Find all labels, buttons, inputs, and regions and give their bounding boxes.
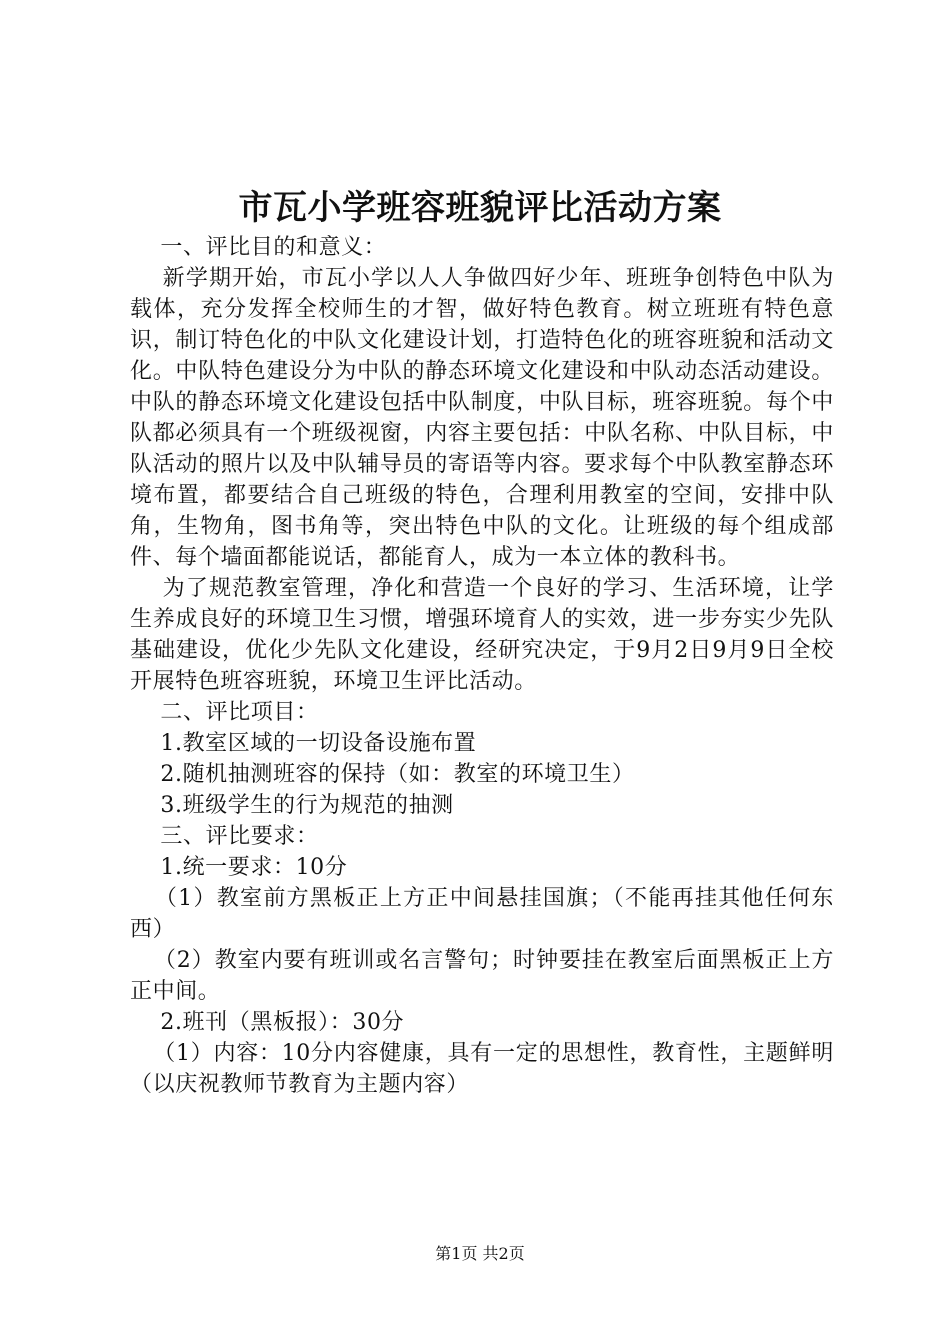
section-heading-requirements: 三、评比要求： [130,824,319,849]
list-item: 2.随机抽测班容的保持（如：教室的环境卫生） [130,762,635,787]
section-heading-purpose: 一、评比目的和意义： [130,235,387,260]
section-heading-items: 二、评比项目： [130,700,319,725]
sub-list-item: （1）内容：10分内容健康，具有一定的思想性，教育性，主题鲜明（以庆祝教师节教育为主题内容） [130,1041,835,1097]
list-item: 1.统一要求：10分 [130,855,348,880]
document-body [130,232,834,1100]
page-footer: 第1页 共2页 [435,1244,525,1263]
document-title: 市瓦小学班容班貌评比活动方案 [238,188,722,228]
paragraph-intro: 新学期开始，市瓦小学以人人争做四好少年、班班争创特色中队为载体，充分发挥全校师生的才智，做好特色教育。树立班班有特色意识，制订特色化的中队文化建设计划，打造特色化的班容班貌和活动文化。中队特色建设分为中队的静态环境文化建设和中队动态活动建设。中队的静态环境文化建设包括中队制度，中队目标，班容班貌。每个中队都必须具有一个班级视窗，内容主要包括：中队名称、中队目标，中队活动的照片以及中队辅导员的寄语等内容。要求每个中队教室静态环境布置，都要结合自己班级的特色，合理利用教室的空间，安排中队角，生物角，图书角等，突出特色中队的文化。让班级的每个组成部件、每个墙面都能说话，都能育人，成为一本立体的教科书。 [130,266,834,570]
list-item: 3.班级学生的行为规范的抽测 [130,793,454,818]
sub-list-item: （1）教室前方黑板正上方正中间悬挂国旗；（不能再挂其他任何东西） [130,886,835,942]
list-item: 1.教室区域的一切设备设施布置 [130,731,477,756]
paragraph-decision: 为了规范教室管理，净化和营造一个良好的学习、生活环境，让学生养成良好的环境卫生习惯，增强环境育人的实效，进一步夯实少先队基础建设，优化少先队文化建设，经研究决定，于9月2日9月9日全校开展特色班容班貌，环境卫生评比活动。 [130,576,834,694]
list-item: 2.班刊（黑板报）：30分 [130,1010,405,1035]
sub-list-item: （2）教室内要有班训或名言警句；时钟要挂在教室后面黑板正上方正中间。 [130,948,835,1004]
